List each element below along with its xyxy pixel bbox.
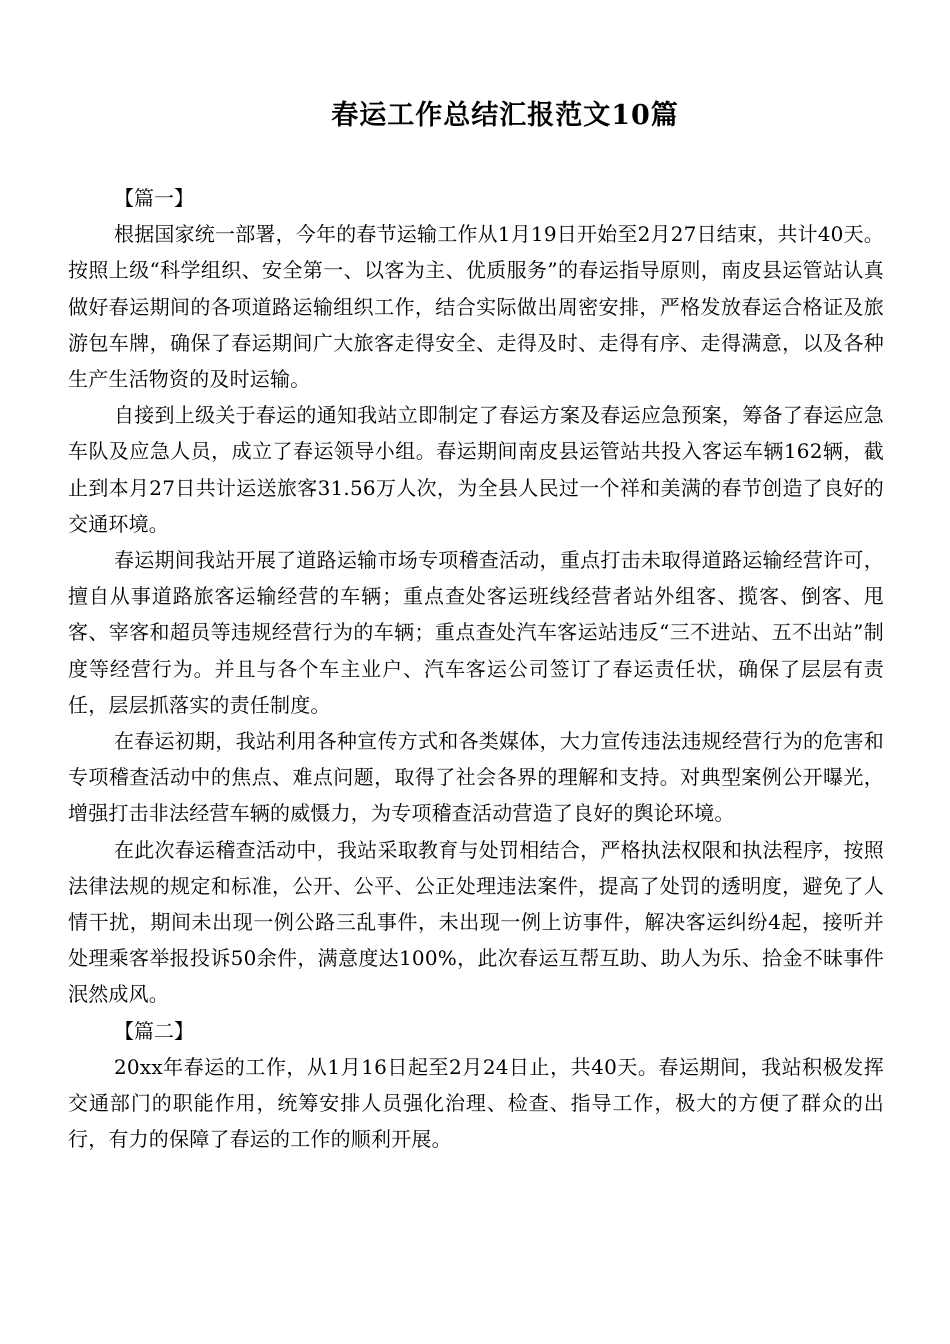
document-body xyxy=(68,180,884,1157)
paragraph: 20xx年春运的工作，从1月16日起至2月24日止，共40天。春运期间，我站积极发挥交通部门的职能作用，统筹安排人员强化治理、检查、指导工作，极大的方便了群众的出行，有力的保障了春运的工作的顺利开展。 xyxy=(68,1054,884,1152)
paragraph: 根据国家统一部署，今年的春节运输工作从1月19日开始至2月27日结束，共计40天。按照上级“科学组织、安全第一、以客为主、优质服务”的春运指导原则，南皮县运管站认真做好春运期间的各项道路运输组织工作，结合实际做出周密安排，严格发放春运合格证及旅游包车牌，确保了春运期间广大旅客走得安全、走得及时、走得有序、走得满意，以及各种生产生活物资的及时运输。 xyxy=(68,222,884,391)
paragraph: 自接到上级关于春运的通知我站立即制定了春运方案及春运应急预案，筹备了春运应急车队及应急人员，成立了春运领导小组。春运期间南皮县运管站共投入客运车辆162辆，截止到本月27日共计运送旅客31.56万人次，为全县人民过一个祥和美满的春节创造了良好的交通环境。 xyxy=(68,403,884,536)
section-heading: 【篇二】 xyxy=(114,1018,194,1043)
paragraph: 春运期间我站开展了道路运输市场专项稽查活动，重点打击未取得道路运输经营许可，擅自从事道路旅客运输经营的车辆；重点查处客运班线经营者站外组客、揽客、倒客、甩客、宰客和超员等违规经营行为的车辆；重点查处汽车客运站违反“三不进站、五不出站”制度等经营行为。并且与各个车主业户、汽车客运公司签订了春运责任状，确保了层层有责任，层层抓落实的责任制度。 xyxy=(68,548,884,717)
section-heading: 【篇一】 xyxy=(114,186,194,210)
paragraph: 在此次春运稽查活动中，我站采取教育与处罚相结合，严格执法权限和执法程序，按照法律法规的规定和标准，公开、公平、公正处理违法案件，提高了处罚的透明度，避免了人情干扰，期间未出现一例公路三乱事件，未出现一例上访事件，解决客运纠纷4起，接听并处理乘客举报投诉50余件，满意度达100%，此次春运互帮互助、助人为乐、拾金不昧事件泯然成风。 xyxy=(68,837,884,1007)
document-title: 春运工作总结汇报范文10篇 xyxy=(331,100,679,131)
paragraph: 在春运初期，我站利用各种宣传方式和各类媒体，大力宣传违法违规经营行为的危害和专项稽查活动中的焦点、难点问题，取得了社会各界的理解和支持。对典型案例公开曝光，增强打击非法经营车辆的威慑力，为专项稽查活动营造了良好的舆论环境。 xyxy=(68,729,884,826)
